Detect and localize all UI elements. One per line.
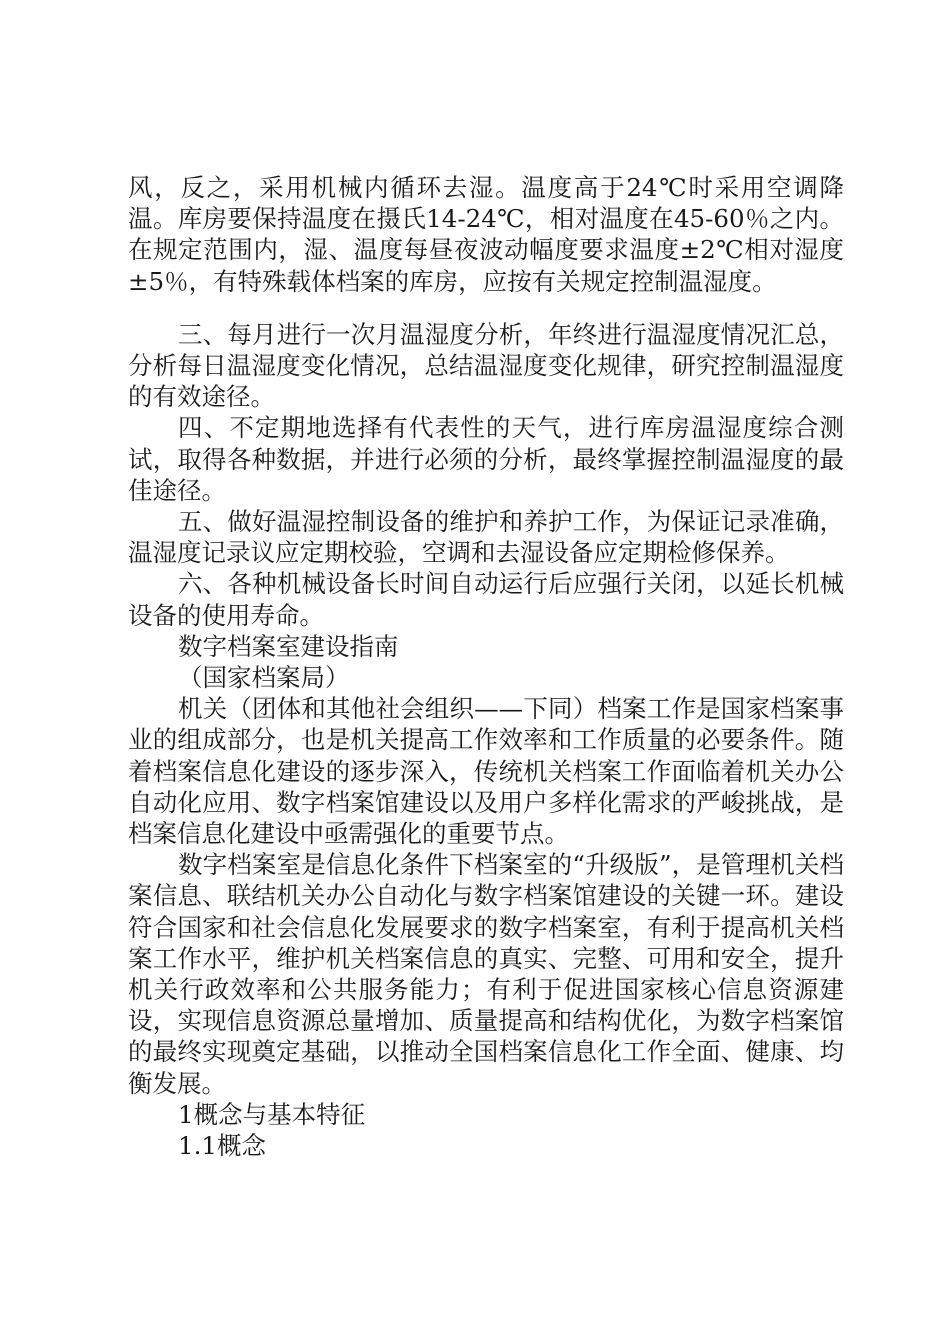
heading-concept: 1.1概念	[178, 1131, 266, 1161]
paragraph-humidity-control: 风，反之，采用机械内循环去湿。温度高于24℃时采用空调降温。库房要保持温度在摄氏14-24℃，相对温度在45-60％之内。在规定范围内，湿、温度每昼夜波动幅度要求温度±2℃相对湿度±5％，有特殊载体档案的库房，应按有关规定控制温湿度。	[128, 173, 844, 296]
paragraph-item-5: 五、做好温湿控制设备的维护和养护工作，为保证记录准确，温湿度记录议应定期校验，空调和去湿设备应定期检修保养。	[128, 507, 844, 568]
section-title: 数字档案室建设指南	[178, 631, 399, 661]
paragraph-digital-archive: 数字档案室是信息化条件下档案室的“升级版”，是管理机关档案信息、联结机关办公自动化与数字档案馆建设的关键一环。建设符合国家和社会信息化发展要求的数字档案室，有利于提高机关档案工作水平，维护机关档案信息的真实、完整、可用和安全，提升机关行政效率和公共服务能力；有利于促进国家核心信息资源建设，实现信息资源总量增加、质量提高和结构优化，为数字档案馆的最终实现奠定基础，以推动全国档案信息化工作全面、健康、均衡发展。	[128, 850, 844, 1098]
paragraph-intro: 机关（团体和其他社会组织——下同）档案工作是国家档案事业的组成部分，也是机关提高工作效率和工作质量的必要条件。随着档案信息化建设的逐步深入，传统机关档案工作面临着机关办公自动化应用、数字档案馆建设以及用户多样化需求的严峻挑战，是档案信息化建设中亟需强化的重要节点。	[128, 694, 844, 849]
paragraph-item-3: 三、每月进行一次月温湿度分析，年终进行温湿度情况汇总，分析每日温湿度变化情况，总结温湿度变化规律，研究控制温湿度的有效途径。	[128, 319, 844, 412]
paragraph-item-4: 四、不定期地选择有代表性的天气，进行库房温湿度综合测试，取得各种数据，并进行必须的分析，最终掌握控制温湿度的最佳途径。	[128, 413, 844, 505]
heading-concept-features: 1概念与基本特征	[178, 1099, 366, 1129]
section-author: （国家档案局）	[178, 663, 350, 693]
document-page	[128, 172, 844, 1161]
paragraph-item-6: 六、各种机械设备长时间自动运行后应强行关闭，以延长机械设备的使用寿命。	[128, 569, 844, 630]
